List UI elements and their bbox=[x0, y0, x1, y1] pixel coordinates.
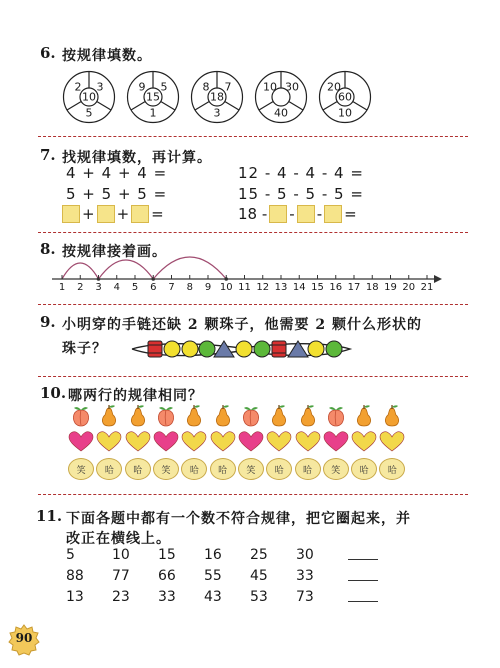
pear-icon bbox=[265, 404, 293, 428]
q10-instruction: 哪两行的规律相同？ bbox=[68, 388, 203, 404]
q7-left-eq-2: 5 + 5 + 5 = bbox=[66, 185, 168, 203]
equals-sign: = bbox=[344, 205, 357, 223]
number-cell[interactable]: 23 bbox=[112, 588, 130, 605]
pink-heart-icon bbox=[237, 430, 265, 454]
tick-label: 12 bbox=[256, 282, 270, 293]
number-cell[interactable]: 43 bbox=[204, 588, 222, 605]
laugh-text: 哈 bbox=[181, 458, 207, 480]
pear-icon bbox=[124, 404, 152, 428]
wheel-number-bottom: 1 bbox=[149, 106, 157, 120]
wheel-number-tl: 20 bbox=[327, 80, 341, 94]
separator bbox=[38, 376, 468, 377]
wheel-number-center: 10 bbox=[82, 90, 96, 104]
laugh-text: 笑 bbox=[68, 458, 94, 480]
heart-row bbox=[67, 430, 407, 454]
laugh-bubble bbox=[378, 457, 406, 481]
tick-label: 17 bbox=[347, 282, 361, 293]
wheel-number-tl: 9 bbox=[138, 80, 146, 94]
number-cell[interactable]: 5 bbox=[66, 546, 75, 563]
number-cell[interactable]: 33 bbox=[296, 567, 314, 584]
minus-sign: - bbox=[289, 205, 295, 223]
bead-yellow-ball-icon bbox=[164, 341, 180, 357]
answer-box[interactable] bbox=[297, 205, 315, 223]
pink-heart-icon bbox=[152, 430, 180, 454]
laugh-text: 哈 bbox=[295, 458, 321, 480]
laugh-text: 笑 bbox=[323, 458, 349, 480]
peach-icon bbox=[237, 404, 265, 428]
q9-text-line1: 小明穿的手链还缺 2 颗珠子，他需要 2 颗什么形状的 bbox=[62, 317, 422, 333]
jump-arcs bbox=[62, 257, 228, 281]
plus-sign: + bbox=[116, 205, 130, 223]
q11-text-line2: 改正在横线上。 bbox=[66, 531, 171, 547]
bracelet bbox=[126, 331, 356, 365]
number-line bbox=[50, 256, 450, 302]
wheel-number-center: 18 bbox=[210, 90, 224, 104]
yellow-heart-icon bbox=[378, 430, 406, 454]
q11-text-line1: 下面各题中都有一个数不符合规律，把它圈起来，并 bbox=[66, 511, 411, 527]
q9-text-line2: 珠子？ bbox=[62, 341, 107, 357]
answer-box[interactable] bbox=[324, 205, 342, 223]
answer-blank[interactable] bbox=[348, 549, 378, 560]
number-cell[interactable]: 66 bbox=[158, 567, 176, 584]
number-cell[interactable]: 25 bbox=[250, 546, 268, 563]
laugh-text: 哈 bbox=[266, 458, 292, 480]
peach-icon bbox=[152, 404, 180, 428]
laugh-text: 哈 bbox=[351, 458, 377, 480]
yellow-heart-icon bbox=[293, 430, 321, 454]
q10-number: 10. bbox=[40, 384, 67, 402]
fruit-row bbox=[67, 404, 407, 428]
separator bbox=[38, 304, 468, 305]
laugh-bubble bbox=[67, 457, 95, 481]
minus-sign: - bbox=[316, 205, 323, 223]
number-row bbox=[66, 565, 378, 586]
number-cell[interactable]: 16 bbox=[204, 546, 222, 563]
tick-marks bbox=[62, 275, 427, 279]
peach-icon bbox=[322, 404, 350, 428]
wheel-number-tl: 10 bbox=[263, 80, 277, 94]
laugh-bubble bbox=[180, 457, 208, 481]
number-wheel bbox=[318, 70, 372, 124]
laugh-bubble bbox=[95, 457, 123, 481]
pear-icon bbox=[293, 404, 321, 428]
q7-right-eq-2: 15 - 5 - 5 - 5 = bbox=[238, 185, 364, 203]
number-cell[interactable]: 53 bbox=[250, 588, 268, 605]
tick-label: 8 bbox=[186, 282, 193, 293]
q7-number: 7. bbox=[40, 146, 56, 164]
q7-instruction: 找规律填数，再计算。 bbox=[62, 150, 212, 166]
answer-box[interactable] bbox=[62, 205, 80, 223]
number-cell[interactable]: 33 bbox=[158, 588, 176, 605]
wheel-number-tr: 30 bbox=[285, 80, 299, 94]
yellow-heart-icon bbox=[265, 430, 293, 454]
bead-yellow-ball-icon bbox=[182, 341, 198, 357]
page-number: 90 bbox=[15, 631, 33, 645]
tick-label: 13 bbox=[274, 282, 288, 293]
wheel-number-bottom: 40 bbox=[274, 106, 288, 120]
laugh-text: 哈 bbox=[210, 458, 236, 480]
answer-blank[interactable] bbox=[348, 591, 378, 602]
q9-number: 9. bbox=[40, 313, 56, 331]
arrow-head-icon bbox=[434, 275, 442, 283]
laugh-bubble bbox=[124, 457, 152, 481]
tick-label: 10 bbox=[219, 282, 233, 293]
laugh-text: 哈 bbox=[379, 458, 405, 480]
answer-box[interactable] bbox=[269, 205, 287, 223]
number-cell[interactable]: 45 bbox=[250, 567, 268, 584]
jump-arc bbox=[99, 260, 154, 279]
number-cell[interactable]: 10 bbox=[112, 546, 130, 563]
number-row bbox=[66, 544, 378, 565]
tick-label: 16 bbox=[329, 282, 343, 293]
wheel-number-bottom: 10 bbox=[338, 106, 352, 120]
q6-instruction: 按规律填数。 bbox=[62, 48, 152, 64]
yellow-heart-icon bbox=[208, 430, 236, 454]
wheel-number-tl: 8 bbox=[202, 80, 210, 94]
laugh-text: 哈 bbox=[125, 458, 151, 480]
wheel-number-bottom: 5 bbox=[85, 106, 93, 120]
laugh-bubble bbox=[293, 457, 321, 481]
yellow-heart-icon bbox=[350, 430, 378, 454]
number-cell[interactable]: 30 bbox=[296, 546, 314, 563]
answer-box[interactable] bbox=[97, 205, 115, 223]
number-cell[interactable]: 55 bbox=[204, 567, 222, 584]
q7-left-eq-3 bbox=[62, 205, 164, 223]
q7-right-eq-1: 12 - 4 - 4 - 4 = bbox=[238, 164, 364, 182]
number-cell[interactable]: 73 bbox=[296, 588, 314, 605]
plus-sign: + bbox=[82, 205, 95, 223]
laugh-bubble bbox=[265, 457, 293, 481]
q11-number: 11. bbox=[36, 507, 63, 525]
separator bbox=[38, 232, 468, 233]
bead-red-drum-icon bbox=[272, 341, 286, 357]
answer-blank[interactable] bbox=[348, 570, 378, 581]
pear-icon bbox=[95, 404, 123, 428]
tick-label: 1 bbox=[58, 282, 66, 293]
q8-instruction: 按规律接着画。 bbox=[62, 244, 167, 260]
peach-icon bbox=[67, 404, 95, 428]
laugh-bubble bbox=[350, 457, 378, 481]
bead-yellow-ball-icon bbox=[236, 341, 252, 357]
pear-icon bbox=[378, 404, 406, 428]
wheel-number-tr: 5 bbox=[160, 80, 168, 94]
yellow-heart-icon bbox=[124, 430, 152, 454]
wheel-number-bottom: 3 bbox=[213, 106, 221, 120]
number-wheel bbox=[62, 70, 116, 124]
number-cell[interactable]: 88 bbox=[66, 567, 84, 584]
wheel-number-tl: 2 bbox=[74, 80, 82, 94]
q7-left-eq-1: 4 + 4 + 4 = bbox=[66, 164, 168, 182]
q8-number: 8. bbox=[40, 240, 56, 258]
tick-label: 2 bbox=[77, 282, 84, 293]
laugh-row bbox=[67, 457, 407, 481]
number-row bbox=[66, 586, 378, 607]
wheel-number-center: 15 bbox=[146, 90, 160, 104]
tick-label: 5 bbox=[131, 282, 139, 293]
number-wheel bbox=[254, 70, 308, 124]
number-wheel bbox=[126, 70, 180, 124]
laugh-bubble bbox=[322, 457, 350, 481]
number-wheel bbox=[190, 70, 244, 124]
number-cell[interactable]: 15 bbox=[158, 546, 176, 563]
laugh-bubble bbox=[208, 457, 236, 481]
q6-number: 6. bbox=[40, 44, 56, 62]
bead-green-ball-icon bbox=[254, 341, 270, 357]
tick-label: 18 bbox=[365, 282, 379, 293]
tick-label: 19 bbox=[384, 282, 397, 293]
laugh-text: 哈 bbox=[96, 458, 122, 480]
tick-label: 9 bbox=[204, 282, 212, 293]
laugh-text: 笑 bbox=[153, 458, 179, 480]
tick-label: 11 bbox=[238, 282, 251, 293]
pear-icon bbox=[350, 404, 378, 428]
yellow-heart-icon bbox=[95, 430, 123, 454]
pear-icon bbox=[180, 404, 208, 428]
tick-label: 7 bbox=[168, 282, 175, 293]
bead-green-ball-icon bbox=[326, 341, 342, 357]
wheel-number-center: 60 bbox=[338, 90, 352, 104]
bead-triangle-icon bbox=[214, 341, 234, 357]
tick-label: 3 bbox=[95, 282, 102, 293]
bead-green-ball-icon bbox=[199, 341, 215, 357]
wheel-number-tr: 7 bbox=[224, 80, 232, 94]
laugh-bubble bbox=[152, 457, 180, 481]
separator bbox=[38, 136, 468, 137]
equals-sign: = bbox=[151, 205, 164, 223]
yellow-heart-icon bbox=[180, 430, 208, 454]
tick-label: 21 bbox=[420, 282, 434, 293]
q7-right-eq-3 bbox=[238, 205, 357, 223]
tick-label: 15 bbox=[311, 282, 324, 293]
laugh-bubble bbox=[237, 457, 265, 481]
tick-label: 14 bbox=[292, 282, 306, 293]
bead-red-drum-icon bbox=[148, 341, 162, 357]
pink-heart-icon bbox=[322, 430, 350, 454]
pink-heart-icon bbox=[67, 430, 95, 454]
tick-label: 4 bbox=[113, 282, 120, 293]
laugh-text: 笑 bbox=[238, 458, 264, 480]
separator bbox=[38, 494, 468, 495]
number-cell[interactable]: 77 bbox=[112, 567, 130, 584]
eq-start: 18 - bbox=[238, 205, 268, 223]
tick-label: 20 bbox=[402, 282, 416, 293]
bead-yellow-ball-icon bbox=[308, 341, 324, 357]
wheel-number-tr: 3 bbox=[96, 80, 104, 94]
tick-label: 6 bbox=[150, 282, 157, 293]
number-grid bbox=[66, 544, 378, 607]
number-cell[interactable]: 13 bbox=[66, 588, 84, 605]
answer-box[interactable] bbox=[131, 205, 149, 223]
pear-icon bbox=[208, 404, 236, 428]
